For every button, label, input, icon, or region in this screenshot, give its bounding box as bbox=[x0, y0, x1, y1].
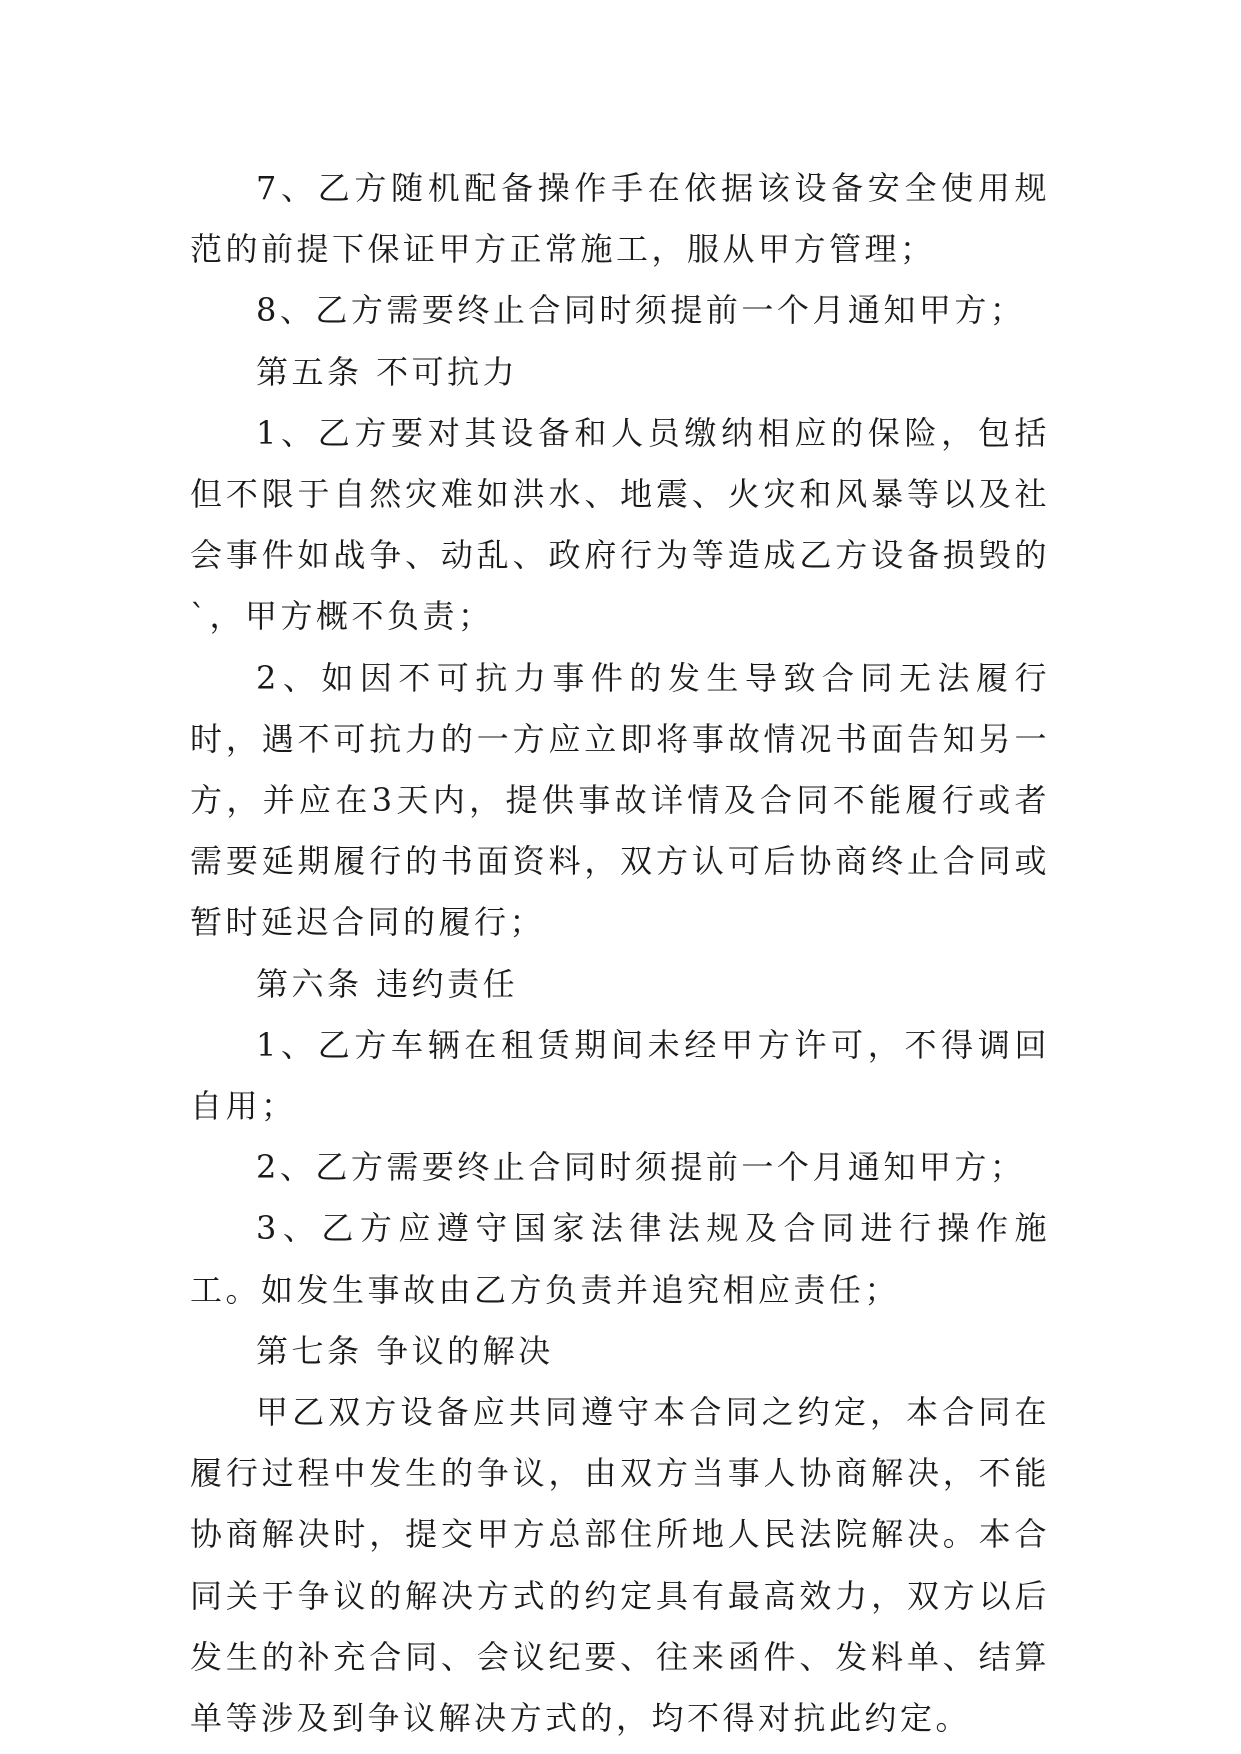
clause-6-item-2: 2、乙方需要终止合同时须提前一个月通知甲方； bbox=[256, 1148, 1026, 1187]
document-body bbox=[190, 158, 1050, 1749]
article-7-heading: 第七条 争议的解决 bbox=[256, 1331, 554, 1370]
clause-5-item-1: 1、乙方要对其设备和人员缴纳相应的保险，包括但不限于自然灾难如洪水、地震、火灾和风暴等以及社会事件如战争、动乱、政府行为等造成乙方设备损毁的`，甲方概不负责； bbox=[190, 413, 1050, 636]
article-5-heading: 第五条 不可抗力 bbox=[256, 352, 519, 391]
clause-5-item-2: 2、如因不可抗力事件的发生导致合同无法履行时，遇不可抗力的一方应立即将事故情况书面告知另一方，并应在3天内，提供事故详情及合同不能履行或者需要延期履行的书面资料，双方认可后协商终止合同或暂时延迟合同的履行； bbox=[190, 658, 1050, 942]
clause-6-item-3: 3、乙方应遵守国家法律法规及合同进行操作施工。如发生事故由乙方负责并追究相应责任； bbox=[190, 1209, 1050, 1309]
clause-4-item-8: 8、乙方需要终止合同时须提前一个月通知甲方； bbox=[256, 291, 1026, 330]
clause-4-item-7: 7、乙方随机配备操作手在依据该设备安全使用规范的前提下保证甲方正常施工，服从甲方管理； bbox=[190, 169, 1050, 269]
clause-6-item-1: 1、乙方车辆在租赁期间未经甲方许可，不得调回自用； bbox=[190, 1025, 1050, 1126]
clause-7-body: 甲乙双方设备应共同遵守本合同之约定，本合同在履行过程中发生的争议，由双方当事人协商解决，不能协商解决时，提交甲方总部住所地人民法院解决。本合同关于争议的解决方式的约定具有最高效力，双方以后发生的补充合同、会议纪要、往来函件、发料单、结算单等涉及到争议解决方式的，均不得对抗此约定。 bbox=[190, 1393, 1050, 1738]
article-6-heading: 第六条 违约责任 bbox=[256, 964, 519, 1003]
